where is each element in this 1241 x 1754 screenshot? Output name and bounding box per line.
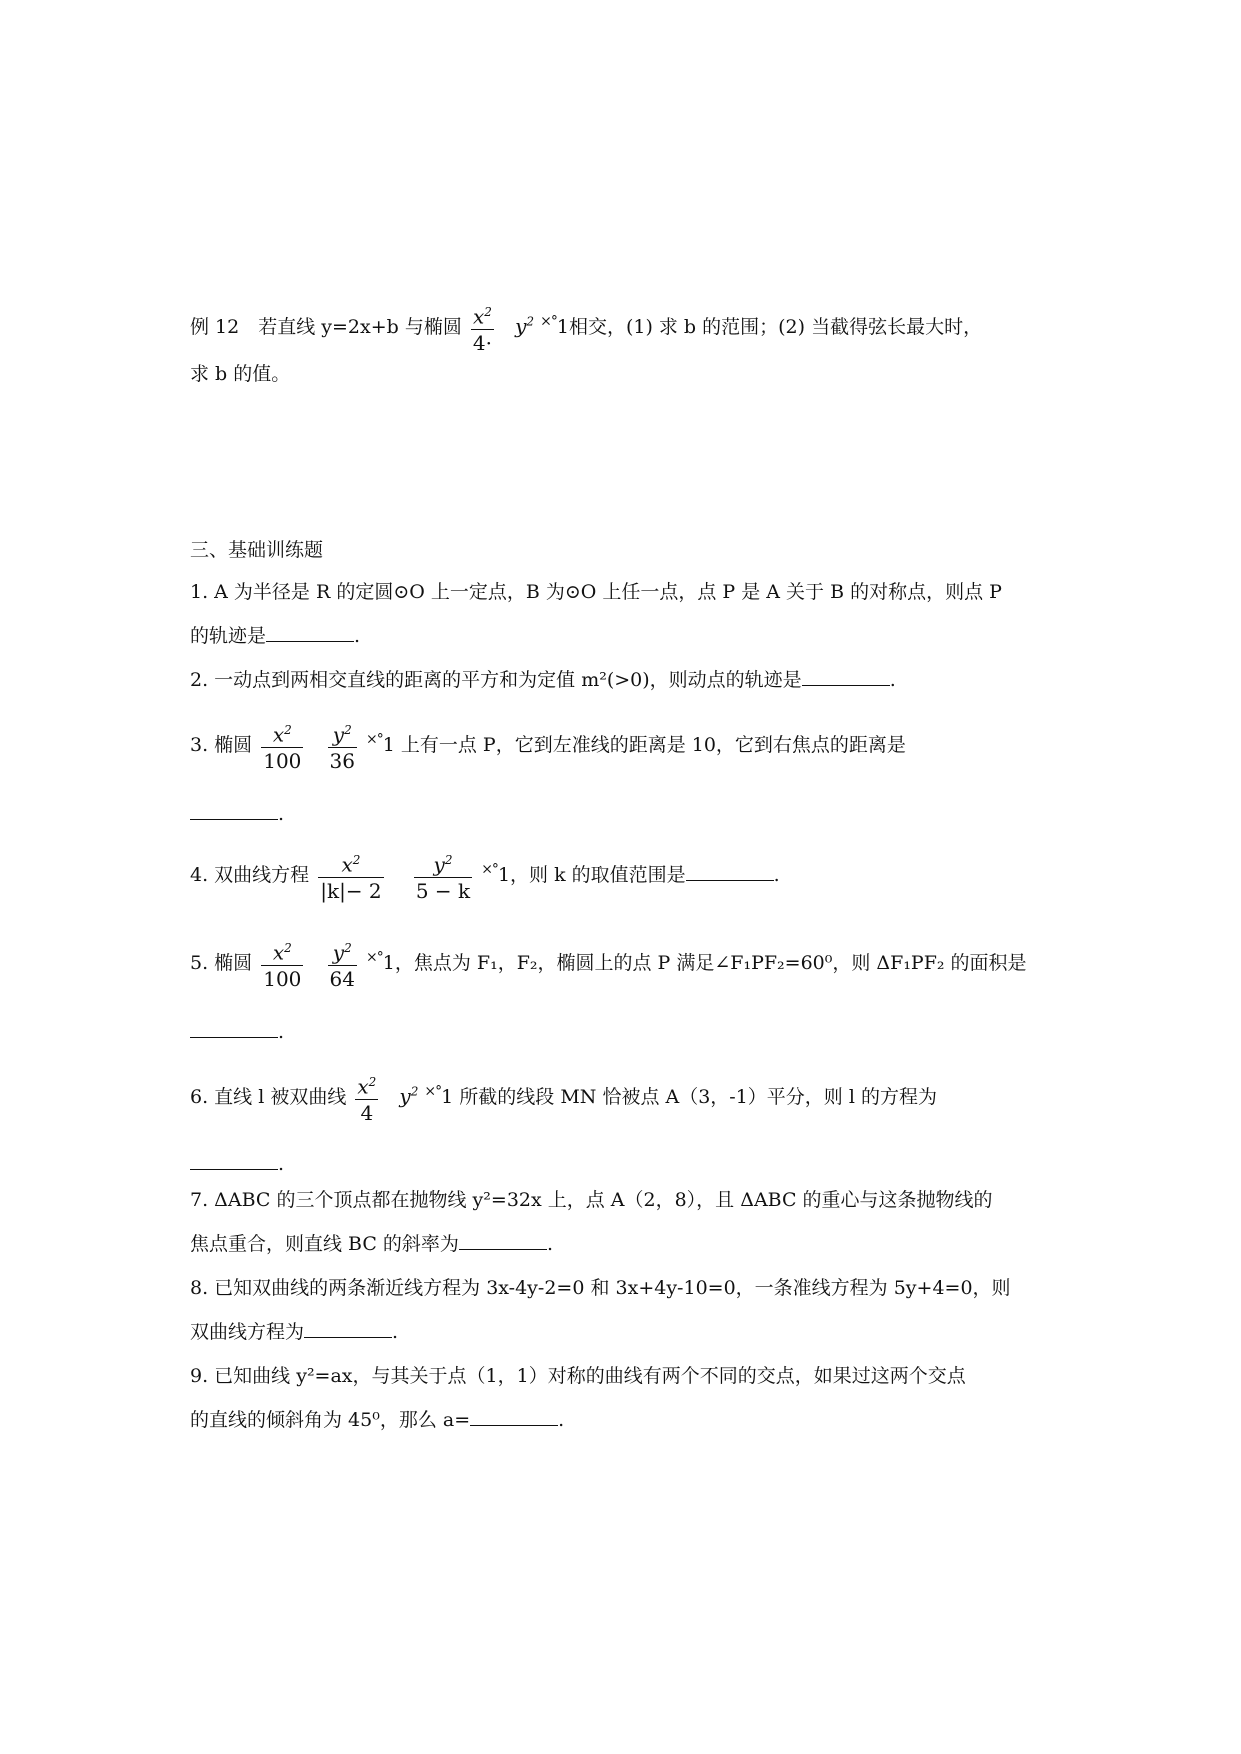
garbled-symbol: ×° [366,731,383,748]
answer-blank[interactable] [266,623,354,642]
question-1-line2: 的轨迹是 . [190,625,361,647]
fraction-x2-4: $\frac{x^2}{4}$ [357,1074,377,1125]
question-4: 4. 双曲线方程 $\frac{x^2}{|k|- 2}$ $\frac{y^2}{5 - k}$ ×°1，则 k 的取值范围是 . [190,848,1060,904]
y-squared: $y^2$ [515,313,535,338]
ellipse-fraction: $\frac{x^2}{4\cdot}$ [472,304,492,355]
fraction-y2-64: $\frac{y^2}{64}$ [329,940,355,991]
fraction-x2-k-2: $\frac{x^2}{|k|- 2}$ [320,852,382,903]
question-5-line1: 5. 椭圆 $\frac{x^2}{100}$ $\frac{y^2}{64}$ ×°1，焦点为 F₁，F₂，椭圆上的点 P 满足∠F₁PF₂=60⁰，则 ΔF₁PF₂ 的面积是 [190,936,1060,992]
question-9-line1: 9. 已知曲线 y²=ax，与其关于点（1，1）对称的曲线有两个不同的交点，如果过这两个交点 [190,1365,966,1387]
example-12-suffix: 相交，(1) 求 b 的范围；(2) 当截得弦长最大时， [568,315,983,338]
question-3-line1: 3. 椭圆 $\frac{x^2}{100}$ $\frac{y^2}{36}$ ×°1 上有一点 P，它到左准线的距离是 10，它到右焦点的距离是 [190,718,1060,774]
question-5-line2: . [190,1018,1060,1046]
answer-blank[interactable] [459,1231,547,1250]
fraction-y2-36: $\frac{y^2}{36}$ [329,722,355,773]
question-6-line1: 6. 直线 l 被双曲线 $\frac{x^2}{4}$ $y^2$ ×°1 所截的线段 MN 恰被点 A（3，-1）平分，则 l 的方程为 [190,1070,1060,1126]
question-3-line2: . [190,800,1060,828]
question-8-line1: 8. 已知双曲线的两条渐近线方程为 3x-4y-2=0 和 3x+4y-10=0，一条准线方程为 5y+4=0，则 [190,1277,1011,1299]
question-8-line2: 双曲线方程为 . [190,1321,399,1343]
question-7-line2: 焦点重合，则直线 BC 的斜率为 . [190,1233,553,1255]
question-2: 2. 一动点到两相交直线的距离的平方和为定值 m²(>0)，则动点的轨迹是 . [190,669,896,691]
example-12-line1 [190,300,1060,356]
garbled-symbol: ×° [424,1083,442,1100]
equals-one: 1 [556,315,569,338]
answer-blank[interactable] [190,1151,278,1170]
fraction-x2-100: $\frac{x^2}{100}$ [263,940,302,991]
question-1-line1: 1. A 为半径是 R 的定圆⊙O 上一定点，B 为⊙O 上任一点，点 P 是 A 关于 B 的对称点，则点 P [190,581,1002,603]
example-12-line2: 求 b 的值。 [190,363,291,385]
question-9-line2: 的直线的倾斜角为 45⁰，那么 a= . [190,1409,565,1431]
garbled-symbol: ×° [481,861,498,878]
garbled-symbol: ×° [540,313,557,330]
garbled-symbol: ×° [366,949,383,966]
example-12-prefix: 例 12 若直线 y=2x+b 与椭圆 [190,315,462,338]
question-6-line2: . [190,1150,1060,1178]
answer-blank[interactable] [470,1407,558,1426]
answer-blank[interactable] [190,801,278,820]
answer-blank[interactable] [802,667,890,686]
answer-blank[interactable] [190,1019,278,1038]
fraction-x2-100: $\frac{x^2}{100}$ [263,722,302,773]
question-7-line1: 7. ΔABC 的三个顶点都在抛物线 y²=32x 上，点 A（2，8），且 ΔABC 的重心与这条抛物线的 [190,1189,993,1211]
fraction-y2-5-k: $\frac{y^2}{5 - k}$ [415,852,471,903]
answer-blank[interactable] [304,1319,392,1338]
answer-blank[interactable] [686,862,774,881]
y-squared: $y^2$ [399,1083,419,1108]
section-title: 三、基础训练题 [190,539,324,561]
